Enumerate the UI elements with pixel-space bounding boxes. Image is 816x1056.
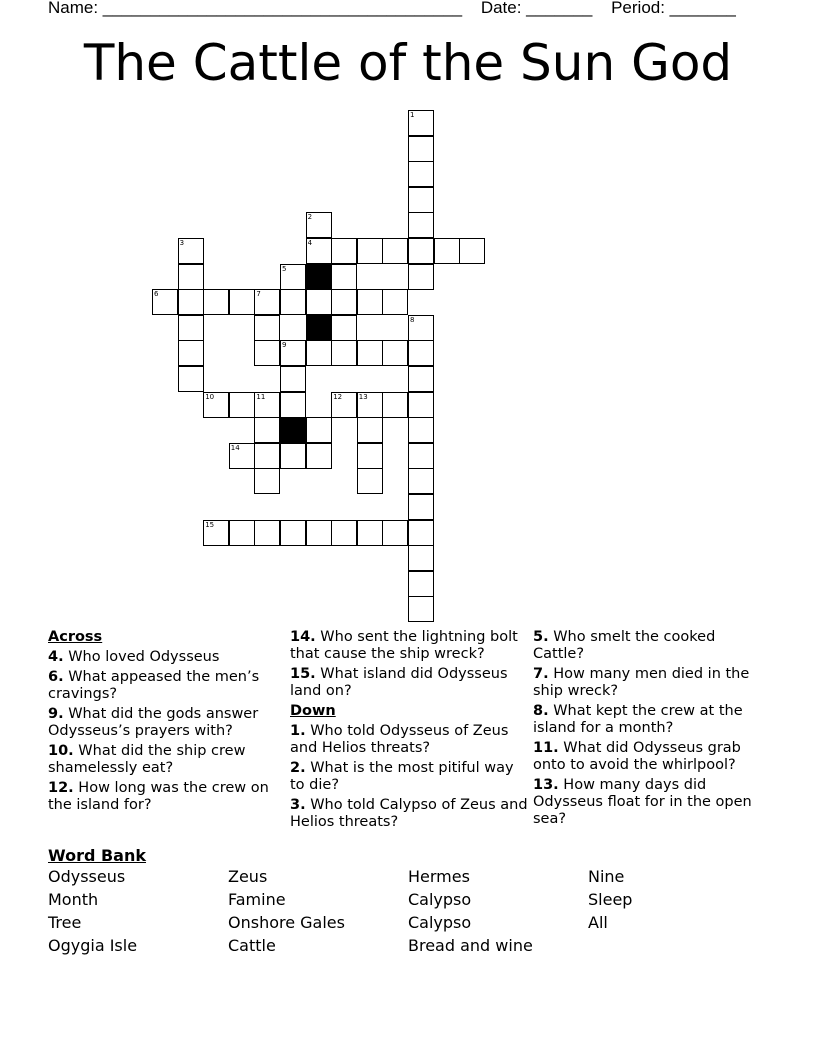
grid-cell[interactable]	[408, 545, 434, 571]
clue-text: What is the most pitiful way to die?	[290, 760, 514, 793]
period-field[interactable]: Period: _______	[611, 0, 736, 17]
word-bank-item: Nine	[588, 867, 625, 886]
clues-column-2	[290, 629, 530, 834]
grid-cell[interactable]	[408, 392, 434, 418]
grid-cell[interactable]	[178, 366, 204, 392]
clues-column-1	[48, 629, 283, 817]
grid-cell[interactable]	[357, 443, 383, 469]
clue-number: 14	[230, 443, 240, 452]
word-bank-item: Cattle	[228, 936, 276, 955]
grid-cell[interactable]	[306, 443, 332, 469]
clue-number: 13.	[533, 777, 559, 793]
grid-cell[interactable]	[306, 417, 332, 443]
grid-cell[interactable]	[254, 315, 280, 341]
clue-number: 7.	[533, 666, 549, 682]
grid-cell[interactable]	[408, 494, 434, 520]
grid-cell[interactable]	[357, 238, 383, 264]
clue-number: 10	[205, 392, 215, 401]
word-bank-item: Ogygia Isle	[48, 936, 138, 955]
grid-cell[interactable]	[178, 289, 204, 315]
clue-number: 10.	[48, 743, 74, 759]
clue-number: 2.	[290, 760, 306, 776]
clue-text: How long was the crew on the island for?	[48, 780, 269, 813]
grid-cell[interactable]	[331, 238, 357, 264]
word-bank-item: Calypso	[408, 913, 472, 932]
grid-cell[interactable]	[408, 366, 434, 392]
grid-cell[interactable]	[408, 596, 434, 622]
clue-text: What kept the crew at the island for a month?	[533, 703, 743, 736]
grid-cell[interactable]	[178, 238, 204, 264]
clue	[48, 706, 283, 740]
grid-cell[interactable]	[152, 289, 178, 315]
clue-number: 11.	[533, 740, 559, 756]
clue	[290, 629, 530, 663]
word-bank-item: All	[588, 913, 608, 932]
grid-cell[interactable]	[331, 315, 357, 341]
grid-cell[interactable]	[178, 340, 204, 366]
word-bank-item: Onshore Gales	[228, 913, 345, 932]
grid-cell[interactable]	[203, 520, 229, 546]
grid-cell[interactable]	[408, 136, 434, 162]
grid-cell[interactable]	[280, 340, 306, 366]
clue	[290, 723, 530, 757]
grid-cell[interactable]	[382, 289, 408, 315]
grid-cell[interactable]	[357, 417, 383, 443]
word-bank-item: Month	[48, 890, 99, 909]
clue	[290, 797, 530, 831]
grid-cell[interactable]	[254, 443, 280, 469]
grid-cell[interactable]	[382, 340, 408, 366]
grid-cell[interactable]	[331, 392, 357, 418]
word-bank-item: Sleep	[588, 890, 633, 909]
clue-number: 8	[410, 315, 415, 324]
grid-cell[interactable]	[306, 212, 332, 238]
clue	[533, 703, 768, 737]
grid-cell[interactable]	[229, 392, 255, 418]
grid-cell[interactable]	[331, 264, 357, 290]
clue-number: 4	[307, 239, 313, 247]
clue-text: What did the ship crew shamelessly eat?	[48, 743, 246, 776]
across-heading: Across	[48, 629, 103, 645]
clue	[48, 669, 283, 703]
grid-cell[interactable]	[408, 315, 434, 341]
clue-number: 15	[205, 520, 215, 529]
grid-cell[interactable]	[178, 315, 204, 341]
grid-cell[interactable]	[306, 340, 332, 366]
grid-cell[interactable]	[408, 340, 434, 366]
grid-cell[interactable]	[254, 289, 280, 315]
word-bank-item: Bread and wine	[408, 936, 533, 955]
word-bank-heading: Word Bank	[48, 846, 147, 865]
grid-cell[interactable]	[408, 571, 434, 597]
word-bank	[48, 846, 768, 955]
clue-number: 6.	[48, 669, 64, 685]
grid-cell[interactable]	[280, 443, 306, 469]
black-cell	[306, 315, 332, 341]
clues-column-3	[533, 629, 768, 831]
clue-number: 2	[307, 213, 313, 222]
clue-number: 3	[179, 239, 185, 247]
clue-text: Who told Odysseus of Zeus and Helios threats?	[290, 723, 509, 756]
grid-cell[interactable]	[408, 417, 434, 443]
grid-cell[interactable]	[408, 110, 434, 136]
grid-cell[interactable]	[178, 264, 204, 290]
word-bank-item: Tree	[48, 913, 82, 932]
clue-number: 1.	[290, 723, 306, 739]
clue-number: 1	[410, 111, 415, 119]
date-field[interactable]: Date: _______	[480, 0, 593, 17]
grid-cell[interactable]	[229, 443, 255, 469]
grid-cell[interactable]	[382, 238, 408, 264]
clue-number: 13	[358, 392, 368, 401]
grid-cell[interactable]	[229, 289, 255, 315]
clue-number: 12.	[48, 780, 74, 796]
grid-cell[interactable]	[254, 417, 280, 443]
grid-cell[interactable]	[357, 289, 383, 315]
grid-cell[interactable]	[408, 238, 434, 264]
clue	[48, 649, 283, 666]
clue-text: How many men died in the ship wreck?	[533, 666, 750, 699]
clue-number: 14.	[290, 629, 316, 645]
word-bank-item: Odysseus	[48, 867, 126, 886]
clue-number: 5	[282, 264, 287, 273]
grid-cell[interactable]	[408, 468, 434, 494]
clue-text: How many days did Odysseus float for in the open sea?	[533, 777, 752, 827]
word-bank-item: Zeus	[228, 867, 268, 886]
grid-cell[interactable]	[408, 212, 434, 238]
clue	[533, 740, 768, 774]
clue-text: Who smelt the cooked Cattle?	[533, 629, 716, 662]
grid-cell[interactable]	[357, 392, 383, 418]
grid-cell[interactable]	[357, 520, 383, 546]
grid-cell[interactable]	[280, 366, 306, 392]
clue	[533, 629, 768, 663]
clue-number: 6	[154, 290, 159, 299]
grid-cell[interactable]	[434, 238, 460, 264]
grid-cell[interactable]	[408, 520, 434, 546]
clue-number: 9	[282, 341, 287, 350]
clue	[48, 743, 283, 777]
clue	[290, 760, 530, 794]
clue	[533, 777, 768, 828]
grid-cell[interactable]	[331, 289, 357, 315]
clue-number: 5.	[533, 629, 549, 645]
black-cell	[306, 264, 332, 290]
grid-cell[interactable]	[280, 392, 306, 418]
grid-cell[interactable]	[459, 238, 485, 264]
grid-cell[interactable]	[203, 392, 229, 418]
clue-text: What did the gods answer Odysseus’s prayers with?	[48, 706, 259, 739]
grid-cell[interactable]	[331, 520, 357, 546]
clue-number: 11	[256, 392, 266, 401]
clue	[290, 666, 530, 700]
clue	[533, 666, 768, 700]
grid-cell[interactable]	[280, 289, 306, 315]
grid-cell[interactable]	[408, 443, 434, 469]
clue-text: Who told Calypso of Zeus and Helios threats?	[290, 797, 528, 830]
grid-cell[interactable]	[280, 520, 306, 546]
clue-number: 7	[256, 290, 261, 299]
grid-cell[interactable]	[357, 340, 383, 366]
clue-number: 9.	[48, 706, 64, 722]
word-bank-item: Hermes	[408, 867, 470, 886]
clue-number: 4.	[48, 649, 64, 665]
grid-cell[interactable]	[203, 289, 229, 315]
grid-cell[interactable]	[331, 340, 357, 366]
page-title: The Cattle of the Sun God	[83, 34, 733, 92]
down-heading: Down	[290, 703, 336, 719]
name-field[interactable]: Name: ______________________________________	[48, 0, 463, 17]
clue-text: What did Odysseus grab onto to avoid the whirlpool?	[533, 740, 741, 773]
clue	[48, 780, 283, 814]
grid-cell[interactable]	[254, 468, 280, 494]
clue-number: 3.	[290, 797, 306, 813]
word-bank-item: Calypso	[408, 890, 472, 909]
grid-cell[interactable]	[229, 520, 255, 546]
grid-cell[interactable]	[408, 187, 434, 213]
grid-cell[interactable]	[306, 238, 332, 264]
grid-cell[interactable]	[408, 264, 434, 290]
grid-cell[interactable]	[357, 468, 383, 494]
clue-number: 12	[333, 392, 343, 401]
grid-cell[interactable]	[382, 392, 408, 418]
clue-text: What appeased the men’s cravings?	[48, 669, 260, 702]
grid-cell[interactable]	[408, 161, 434, 187]
grid-cell[interactable]	[254, 520, 280, 546]
grid-cell[interactable]	[306, 520, 332, 546]
grid-cell[interactable]	[280, 264, 306, 290]
word-bank-item: Famine	[228, 890, 286, 909]
clue-number: 8.	[533, 703, 549, 719]
grid-cell[interactable]	[254, 392, 280, 418]
clue-text: Who sent the lightning bolt that cause the ship wreck?	[290, 629, 518, 662]
clue-number: 15.	[290, 666, 316, 682]
black-cell	[280, 417, 306, 443]
grid-cell[interactable]	[306, 289, 332, 315]
clue-text: What island did Odysseus land on?	[290, 666, 508, 699]
grid-cell[interactable]	[254, 340, 280, 366]
grid-cell[interactable]	[382, 520, 408, 546]
clue-text: Who loved Odysseus	[68, 649, 220, 665]
